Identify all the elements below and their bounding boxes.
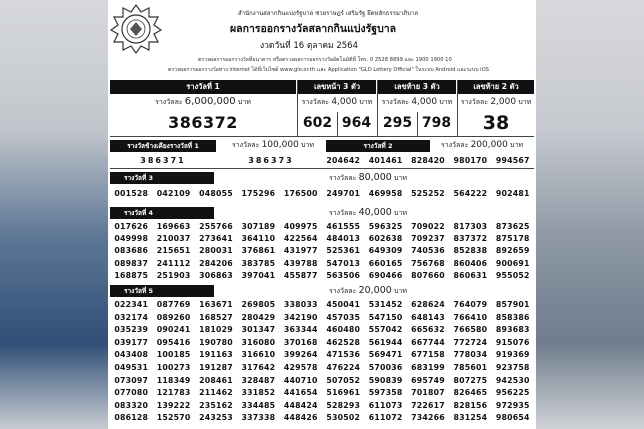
prize-number: 648143 bbox=[411, 312, 445, 322]
prize-number: 484013 bbox=[326, 234, 361, 244]
prize-number: 022341 bbox=[114, 300, 149, 309]
back2-header: เลขท้าย 2 ตัว bbox=[458, 80, 534, 94]
prize-number: 429578 bbox=[283, 363, 318, 372]
divider bbox=[337, 112, 338, 136]
prize-number: 280031 bbox=[199, 246, 233, 256]
prize2-amount: รางวัลละ 200,000 บาท bbox=[440, 140, 524, 150]
prize-number: 338033 bbox=[283, 300, 318, 309]
divider bbox=[457, 80, 458, 136]
divider bbox=[110, 136, 534, 137]
prize-number: 923758 bbox=[495, 363, 530, 372]
prize-number: 709237 bbox=[411, 234, 445, 244]
divider bbox=[297, 80, 298, 136]
divider bbox=[110, 168, 534, 169]
prize-number: 441654 bbox=[283, 388, 318, 398]
prize-number: 892659 bbox=[495, 246, 530, 256]
prize-number: 875178 bbox=[495, 234, 530, 244]
prize-number: 364110 bbox=[241, 234, 276, 244]
internet-info: ตรวจผลการออกรางวัลทาง internet ได้ที่เว็บไซต์ www.glo.or.th และ Application "GLO Lottery Official" ในระบบ Android และระบบ iOS bbox=[168, 67, 489, 73]
prize-number: 175296 bbox=[241, 189, 276, 198]
prize-number: 756768 bbox=[411, 258, 445, 268]
prize-number: 722617 bbox=[411, 400, 445, 410]
prize-number: 316080 bbox=[241, 337, 276, 347]
glo-logo-icon bbox=[110, 3, 162, 55]
prize-number: 409975 bbox=[283, 222, 318, 231]
back3-number-2: 798 bbox=[421, 115, 452, 131]
prize-number: 331852 bbox=[241, 388, 276, 398]
front3-number-1: 602 bbox=[302, 115, 333, 131]
prize3-amount: รางวัลละ 80,000 บาท bbox=[328, 172, 408, 183]
prize-number: 241112 bbox=[156, 258, 191, 268]
prize-number: 915076 bbox=[495, 337, 530, 347]
prize-number: 121783 bbox=[156, 388, 191, 398]
prize-number: 893683 bbox=[495, 325, 530, 335]
prize-number: 243253 bbox=[199, 413, 233, 423]
prize-number: 564222 bbox=[453, 189, 488, 198]
prize-number: 191163 bbox=[199, 350, 233, 360]
prize-number: 017626 bbox=[114, 222, 149, 231]
prize-number: 337338 bbox=[241, 413, 276, 423]
prize-number: 569471 bbox=[368, 350, 403, 360]
prize-number: 163671 bbox=[199, 300, 233, 309]
prize-number: 860406 bbox=[453, 258, 488, 268]
prize-number: 740536 bbox=[411, 246, 445, 256]
prize-number: 764079 bbox=[453, 300, 488, 309]
prize-number: 919369 bbox=[495, 350, 530, 360]
prize-number: 210037 bbox=[156, 234, 191, 244]
background-right bbox=[536, 0, 644, 429]
prize-number: 817303 bbox=[453, 222, 488, 231]
prize-number: 772724 bbox=[453, 337, 488, 347]
prize-number: 628624 bbox=[411, 300, 445, 309]
prize-number: 168875 bbox=[114, 270, 149, 280]
prize-number: 563506 bbox=[326, 270, 361, 280]
prize-number: 450041 bbox=[326, 300, 361, 309]
front3-number-2: 964 bbox=[341, 115, 372, 131]
prize-number: 570036 bbox=[368, 363, 403, 372]
prize-number: 083320 bbox=[114, 400, 149, 410]
prize-number: 190780 bbox=[199, 337, 233, 347]
prize-number: 516961 bbox=[326, 388, 361, 398]
near1-header: รางวัลข้างเคียงรางวัลที่ 1 bbox=[110, 140, 216, 152]
prize-number: 440710 bbox=[283, 375, 318, 385]
back2-amount: รางวัลละ 2,000 บาท bbox=[460, 97, 532, 107]
prize-number: 807275 bbox=[453, 375, 488, 385]
prize-number: 043408 bbox=[114, 350, 149, 360]
prize-number: 507052 bbox=[326, 375, 361, 385]
prize-number: 039177 bbox=[114, 337, 149, 347]
prize-number: 531452 bbox=[368, 300, 403, 309]
prize-number: 857901 bbox=[495, 300, 530, 309]
prize5-header: รางวัลที่ 5 bbox=[110, 285, 214, 297]
prize-number: 255766 bbox=[199, 222, 233, 231]
prize-number: 176500 bbox=[283, 189, 318, 198]
background-left bbox=[0, 0, 108, 429]
prize-number: 677158 bbox=[411, 350, 445, 360]
prize-number: 597358 bbox=[368, 388, 403, 398]
prize-number: 089837 bbox=[114, 258, 149, 268]
prize-number: 649309 bbox=[368, 246, 403, 256]
prize-number: 399264 bbox=[283, 350, 318, 360]
prize-number: 307189 bbox=[241, 222, 276, 231]
prize-number: 235162 bbox=[199, 400, 233, 410]
prize-number: 837372 bbox=[453, 234, 488, 244]
prize-number: 547150 bbox=[368, 312, 403, 322]
prize2-header: รางวัลที่ 2 bbox=[326, 140, 430, 152]
prize-number: 401461 bbox=[368, 156, 403, 165]
prize-number: 439788 bbox=[283, 258, 318, 268]
prize-number: 471536 bbox=[326, 350, 361, 360]
back3-amount: รางวัลละ 4,000 บาท bbox=[381, 97, 453, 107]
prize-number: 469958 bbox=[368, 189, 403, 198]
prize-number: 139222 bbox=[156, 400, 191, 410]
prize-number: 448426 bbox=[283, 413, 318, 423]
prize-number: 048055 bbox=[199, 189, 233, 198]
near1-number-2: 386373 bbox=[248, 156, 294, 165]
prize-number: 665632 bbox=[411, 325, 445, 335]
prize-number: 077080 bbox=[114, 388, 149, 398]
prize-number: 383785 bbox=[241, 258, 276, 268]
prize-number: 667744 bbox=[411, 337, 445, 347]
prize-number: 251903 bbox=[156, 270, 191, 280]
prize-number: 049531 bbox=[114, 363, 149, 372]
front3-amount: รางวัลละ 4,000 บาท bbox=[301, 97, 373, 107]
prize-number: 900691 bbox=[495, 258, 530, 268]
prize-number: 168527 bbox=[199, 312, 233, 322]
back3-number-1: 295 bbox=[382, 115, 413, 131]
sheet-header bbox=[108, 0, 536, 80]
prize-number: 306863 bbox=[199, 270, 233, 280]
prize-number: 152570 bbox=[156, 413, 191, 423]
org-line: สำนักงานสลากกินแบ่งรัฐบาล ช่วยราษฎร์ เสริมรัฐ ยึดหลักธรรมาภิบาล bbox=[238, 10, 419, 17]
prize-number: 280429 bbox=[241, 312, 276, 322]
prize-number: 273641 bbox=[199, 234, 233, 244]
prize-number: 204642 bbox=[326, 156, 361, 165]
prize-number: 766410 bbox=[453, 312, 488, 322]
prize-number: 852838 bbox=[453, 246, 488, 256]
prize-number: 431977 bbox=[283, 246, 318, 256]
back2-number: 38 bbox=[482, 112, 510, 134]
prize-number: 448424 bbox=[283, 400, 318, 410]
near1-number-1: 386371 bbox=[140, 156, 186, 165]
prize-number: 701807 bbox=[411, 388, 445, 398]
prize-number: 090241 bbox=[156, 325, 191, 335]
prize-number: 831254 bbox=[453, 413, 488, 423]
prize-number: 328487 bbox=[241, 375, 276, 385]
prize-number: 049998 bbox=[114, 234, 149, 244]
prize-number: 001528 bbox=[114, 189, 149, 198]
prize-number: 476224 bbox=[326, 363, 361, 372]
near1-amount: รางวัลละ 100,000 บาท bbox=[231, 140, 315, 150]
prize-number: 660165 bbox=[368, 258, 403, 268]
prize-number: 073097 bbox=[114, 375, 149, 385]
prize-number: 208461 bbox=[199, 375, 233, 385]
prize-number: 683199 bbox=[411, 363, 445, 372]
divider bbox=[377, 80, 378, 136]
draw-date: งวดวันที่ 16 ตุลาคม 2564 bbox=[260, 41, 358, 51]
prize-number: 211462 bbox=[199, 388, 233, 398]
prize-number: 873625 bbox=[495, 222, 530, 231]
prize1-header: รางวัลที่ 1 bbox=[110, 80, 296, 94]
front3-header: เลขหน้า 3 ตัว bbox=[298, 80, 376, 94]
back3-header: เลขท้าย 3 ตัว bbox=[378, 80, 456, 94]
prize-number: 191287 bbox=[199, 363, 233, 372]
prize-number: 032174 bbox=[114, 312, 149, 322]
prize-number: 462528 bbox=[326, 337, 361, 347]
prize-number: 828156 bbox=[453, 400, 488, 410]
prize-number: 118349 bbox=[156, 375, 191, 385]
prize-number: 083686 bbox=[114, 246, 149, 256]
prize-number: 181029 bbox=[199, 325, 233, 335]
prize-number: 611072 bbox=[368, 413, 403, 423]
prize5-amount: รางวัลละ 20,000 บาท bbox=[328, 285, 408, 296]
prize-number: 269805 bbox=[241, 300, 276, 309]
prize1-number: 386372 bbox=[168, 113, 238, 132]
prize1-amount: รางวัลละ 6,000,000 บาท bbox=[155, 96, 251, 107]
prize-number: 695749 bbox=[411, 375, 445, 385]
prize-number: 826465 bbox=[453, 388, 488, 398]
prize-number: 284206 bbox=[199, 258, 233, 268]
prize-number: 376861 bbox=[241, 246, 276, 256]
prize-number: 734266 bbox=[411, 413, 445, 423]
prize-number: 370168 bbox=[283, 337, 318, 347]
prize-number: 807660 bbox=[411, 270, 445, 280]
prize-number: 086128 bbox=[114, 413, 149, 423]
prize-number: 602638 bbox=[368, 234, 403, 244]
prize-number: 956225 bbox=[495, 388, 530, 398]
prize-number: 766580 bbox=[453, 325, 488, 335]
prize-number: 778034 bbox=[453, 350, 488, 360]
prize-number: 035239 bbox=[114, 325, 149, 335]
prize-number: 100273 bbox=[156, 363, 191, 372]
prize-number: 530502 bbox=[326, 413, 361, 423]
prize-number: 525361 bbox=[326, 246, 361, 256]
prize-number: 169663 bbox=[156, 222, 191, 231]
prize-number: 980654 bbox=[495, 413, 530, 423]
prize-number: 317642 bbox=[241, 363, 276, 372]
prize-number: 422564 bbox=[283, 234, 318, 244]
prize-number: 095416 bbox=[156, 337, 191, 347]
page-title: ผลการออกรางวัลสลากกินแบ่งรัฐบาล bbox=[230, 23, 397, 35]
prize-number: 215651 bbox=[156, 246, 191, 256]
prize-number: 460480 bbox=[326, 325, 361, 335]
prize-number: 455877 bbox=[283, 270, 318, 280]
prize-number: 561944 bbox=[368, 337, 403, 347]
prize-number: 858386 bbox=[495, 312, 530, 322]
prize-number: 087769 bbox=[156, 300, 191, 309]
prize-number: 690466 bbox=[368, 270, 403, 280]
prize-number: 301347 bbox=[241, 325, 276, 335]
prize-number: 942530 bbox=[495, 375, 530, 385]
prize-number: 590839 bbox=[368, 375, 403, 385]
prize-number: 316610 bbox=[241, 350, 276, 360]
prize-number: 249701 bbox=[326, 189, 361, 198]
prize-number: 089260 bbox=[156, 312, 191, 322]
prize-number: 363344 bbox=[283, 325, 318, 335]
divider bbox=[417, 112, 418, 136]
prize-number: 042109 bbox=[156, 189, 191, 198]
prize-number: 461555 bbox=[326, 222, 361, 231]
prize-number: 397041 bbox=[241, 270, 276, 280]
prize4-amount: รางวัลละ 40,000 บาท bbox=[328, 207, 408, 218]
prize-number: 596325 bbox=[368, 222, 403, 231]
check-info: ตรวจผลการออกรางวัลที่ธนาคาร หรือตรวจผลการออกรางวัลอัตโนมัติที่ โทร. 0 2528 8899 และ 1900 1900 10 bbox=[198, 57, 452, 63]
prize-number: 547013 bbox=[326, 258, 361, 268]
prize4-header: รางวัลที่ 4 bbox=[110, 207, 214, 219]
prize-number: 557042 bbox=[368, 325, 403, 335]
lottery-result-sheet bbox=[108, 0, 536, 429]
prize-number: 972935 bbox=[495, 400, 530, 410]
prize-number: 860631 bbox=[453, 270, 488, 280]
prize3-header: รางวัลที่ 3 bbox=[110, 172, 214, 184]
prize-number: 902481 bbox=[495, 189, 530, 198]
prize-number: 457035 bbox=[326, 312, 361, 322]
prize-number: 525252 bbox=[411, 189, 445, 198]
prize-number: 828420 bbox=[411, 156, 445, 165]
prize-number: 955052 bbox=[495, 270, 530, 280]
prize-number: 100185 bbox=[156, 350, 191, 360]
prize-number: 709022 bbox=[411, 222, 445, 231]
prize-number: 980170 bbox=[453, 156, 488, 165]
prize-number: 528293 bbox=[326, 400, 361, 410]
prize-number: 785601 bbox=[453, 363, 488, 372]
prize-number: 611073 bbox=[368, 400, 403, 410]
prize-number: 334485 bbox=[241, 400, 276, 410]
prize-number: 994567 bbox=[495, 156, 530, 165]
prize-number: 342190 bbox=[283, 312, 318, 322]
